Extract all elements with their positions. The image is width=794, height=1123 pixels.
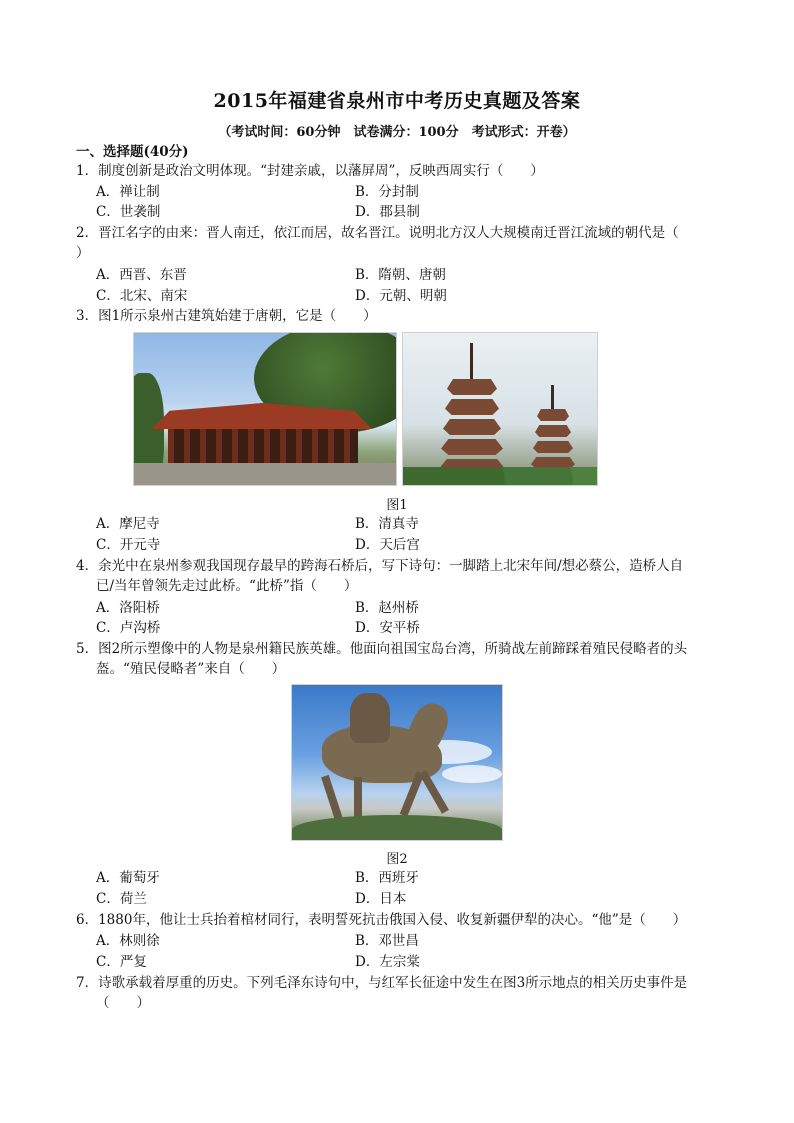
page-title: 2015年福建省泉州市中考历史真题及答案 — [213, 90, 581, 112]
figure-2-caption: 图2 — [386, 852, 408, 867]
question-3-option-b[interactable]: B．清真寺 — [355, 516, 419, 532]
question-4-option-a[interactable]: A．洛阳桥 — [96, 600, 160, 616]
question-4-text: 4．余光中在泉州参观我国现存最早的跨海石桥后，写下诗句：一脚踏上北宋年间/想必蔡公，造桥人自 — [76, 558, 684, 574]
pagodas-photo — [402, 332, 598, 486]
question-4-option-c[interactable]: C．卢沟桥 — [96, 620, 161, 636]
courtyard — [134, 463, 396, 485]
question-3-text: 3．图1所示泉州古建筑始建于唐朝，它是（ ） — [76, 308, 377, 324]
question-2-option-c[interactable]: C．北宋、南宋 — [96, 288, 188, 304]
pagoda-east — [437, 343, 507, 483]
hill-base — [292, 815, 502, 841]
question-5-text-cont: 盔。“殖民侵略者”来自（ ） — [96, 661, 286, 677]
temple-photo — [133, 332, 397, 486]
treeline — [403, 467, 597, 485]
question-3-option-c[interactable]: C．开元寺 — [96, 537, 161, 553]
figure-1-caption: 图1 — [386, 498, 408, 513]
question-3-option-d[interactable]: D．天后宫 — [355, 537, 420, 553]
question-2-text-cont: ） — [76, 245, 90, 261]
question-5-option-b[interactable]: B．西班牙 — [355, 870, 419, 886]
question-1-option-a[interactable]: A．禅让制 — [96, 184, 160, 200]
question-1-option-b[interactable]: B．分封制 — [355, 184, 419, 200]
question-2-option-b[interactable]: B．隋朝、唐朝 — [355, 267, 446, 283]
question-7-text: 7．诗歌承载着厚重的历史。下列毛泽东诗句中，与红军长征途中发生在图3所示地点的相关历史事件是 — [76, 975, 688, 991]
question-3-option-a[interactable]: A．摩尼寺 — [96, 516, 160, 532]
statue-photo — [291, 684, 503, 841]
question-1-option-c[interactable]: C．世袭制 — [96, 204, 161, 220]
question-2-text: 2．晋江名字的由来：晋人南迁，依江而居，故名晋江。说明北方汉人大规模南迁晋江流域的朝代是（ — [76, 225, 679, 241]
question-1-text: 1．制度创新是政治文明体现。“封建亲戚，以藩屏周”，反映西周实行（ ） — [76, 163, 544, 179]
question-5-text: 5．图2所示塑像中的人物是泉州籍民族英雄。他面向祖国宝岛台湾，所骑战左前蹄踩着殖民侵略者的头 — [76, 641, 688, 657]
question-5-option-d[interactable]: D．日本 — [355, 891, 407, 907]
question-5-option-c[interactable]: C．荷兰 — [96, 891, 147, 907]
question-4-option-b[interactable]: B．赵州桥 — [355, 600, 419, 616]
question-6-option-c[interactable]: C．严复 — [96, 954, 147, 970]
section-heading: 一、选择题(40分) — [76, 144, 189, 160]
question-6-text: 6．1880年，他让士兵抬着棺材同行，表明誓死抗击俄国入侵、收复新疆伊犁的决心。“他”是（ ） — [76, 912, 687, 928]
exam-info: （考试时间：60分钟 试卷满分：100分 考试形式：开卷） — [218, 125, 576, 140]
question-6-option-d[interactable]: D．左宗棠 — [355, 954, 420, 970]
question-4-text-cont: 已/当年曾领先走过此桥。“此桥”指（ ） — [96, 578, 358, 594]
question-7-text-cont: （ ） — [96, 995, 150, 1011]
rider-statue — [350, 693, 390, 743]
question-6-option-b[interactable]: B．邓世昌 — [355, 933, 419, 949]
question-4-option-d[interactable]: D．安平桥 — [355, 620, 420, 636]
temple-hall — [168, 429, 358, 463]
question-2-option-a[interactable]: A．西晋、东晋 — [96, 267, 187, 283]
question-5-option-a[interactable]: A．葡萄牙 — [96, 870, 160, 886]
question-1-option-d[interactable]: D．郡县制 — [355, 204, 420, 220]
question-2-option-d[interactable]: D．元朝、明朝 — [355, 288, 447, 304]
question-6-option-a[interactable]: A．林则徐 — [96, 933, 160, 949]
